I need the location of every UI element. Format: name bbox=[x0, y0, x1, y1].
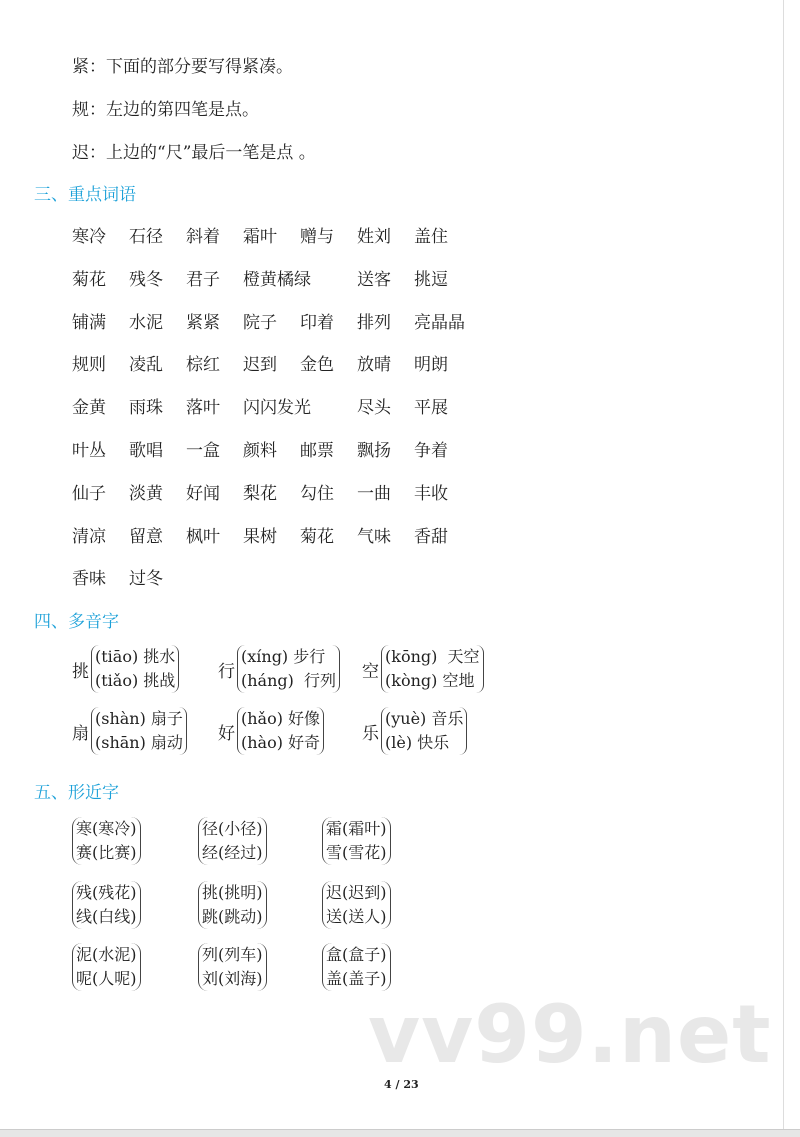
similar-char: 列(列车) bbox=[202, 945, 263, 964]
word: 气味 bbox=[357, 526, 391, 547]
word: 霜叶 bbox=[243, 227, 277, 247]
pronunciation: (kōng) 天空 bbox=[385, 647, 480, 666]
polyphone-char: 好 bbox=[218, 723, 235, 744]
pronunciation: (shān) 扇动 bbox=[95, 733, 183, 752]
similar-char-pair bbox=[322, 817, 391, 865]
word: 金黄 bbox=[72, 398, 106, 419]
word: 尽头 bbox=[357, 398, 391, 419]
polyphone-entry bbox=[218, 707, 324, 755]
word: 斜着 bbox=[186, 227, 220, 247]
polyphone-entry bbox=[362, 645, 484, 693]
word: 盖住 bbox=[414, 227, 448, 247]
polyphone-entry bbox=[72, 645, 179, 693]
word: 闪闪发光 bbox=[243, 398, 311, 419]
similar-char-pair bbox=[72, 817, 141, 865]
page-edge bbox=[783, 0, 784, 1130]
pronunciation: (háng) 行列 bbox=[241, 671, 337, 690]
word: 飘扬 bbox=[357, 441, 391, 461]
word: 落叶 bbox=[186, 398, 220, 419]
word: 规则 bbox=[72, 355, 106, 376]
similar-char: 呢(人呢) bbox=[76, 969, 137, 988]
similar-char: 雪(雪花) bbox=[326, 843, 387, 862]
word: 菊花 bbox=[72, 269, 106, 290]
pronunciation: (xíng) 步行 bbox=[241, 647, 326, 666]
word: 叶丛 bbox=[72, 441, 106, 461]
word: 水泥 bbox=[129, 312, 163, 333]
polyphone-char: 行 bbox=[218, 661, 235, 682]
pronunciation: (shàn) 扇子 bbox=[95, 709, 183, 728]
word: 枫叶 bbox=[186, 526, 220, 547]
word: 石径 bbox=[129, 227, 163, 247]
similar-char: 泥(水泥) bbox=[76, 945, 137, 964]
word-row bbox=[72, 308, 471, 333]
similar-char-pair bbox=[198, 881, 267, 929]
word: 平展 bbox=[414, 398, 448, 419]
pronunciation-bracket bbox=[91, 645, 179, 693]
similar-char: 迟(迟到) bbox=[326, 883, 387, 902]
word: 姓刘 bbox=[357, 227, 391, 247]
word: 一盒 bbox=[186, 441, 220, 461]
word: 棕红 bbox=[186, 355, 220, 376]
polyphone-char: 挑 bbox=[72, 661, 89, 682]
page-number: 4 / 23 bbox=[384, 1078, 419, 1091]
polyphone-char: 扇 bbox=[72, 723, 89, 744]
word: 淡黄 bbox=[129, 483, 163, 504]
word: 明朗 bbox=[414, 355, 448, 376]
section-heading-key-words: 三、重点词语 bbox=[34, 185, 136, 205]
similar-char-pair bbox=[322, 943, 391, 991]
word: 争着 bbox=[414, 441, 448, 461]
similar-char: 经(经过) bbox=[202, 843, 263, 862]
word-row bbox=[72, 479, 471, 504]
similar-char: 跳(跳动) bbox=[202, 907, 263, 926]
word-row bbox=[72, 265, 471, 290]
word: 排列 bbox=[357, 312, 391, 333]
word: 果树 bbox=[243, 526, 277, 547]
similar-char: 残(残花) bbox=[76, 883, 137, 902]
similar-char-pair bbox=[72, 943, 141, 991]
pronunciation: (hào) 好奇 bbox=[241, 733, 321, 752]
word-row bbox=[72, 222, 471, 247]
pronunciation: (tiāo) 挑水 bbox=[95, 647, 176, 666]
pronunciation: (kòng) 空地 bbox=[385, 671, 475, 690]
pronunciation-bracket bbox=[91, 707, 187, 755]
word: 歌唱 bbox=[129, 441, 163, 461]
pronunciation-bracket bbox=[381, 645, 484, 693]
word: 丰收 bbox=[414, 483, 448, 504]
word: 迟到 bbox=[243, 355, 277, 376]
polyphone-entry bbox=[218, 645, 340, 693]
word: 一曲 bbox=[357, 483, 391, 504]
watermark: vv99.net bbox=[368, 988, 772, 1081]
pronunciation-bracket bbox=[237, 645, 340, 693]
similar-char: 线(白线) bbox=[76, 907, 137, 926]
similar-char: 寒(寒冷) bbox=[76, 819, 137, 838]
note-line: 规：左边的第四笔是点。 bbox=[72, 100, 259, 120]
word-row bbox=[72, 522, 471, 547]
similar-char: 径(小径) bbox=[202, 819, 263, 838]
polyphone-entry bbox=[72, 707, 187, 755]
word: 赠与 bbox=[300, 227, 334, 247]
word: 亮晶晶 bbox=[414, 312, 465, 333]
word: 勾住 bbox=[300, 483, 334, 504]
pronunciation: (lè) 快乐 bbox=[385, 733, 450, 752]
similar-char: 刘(刘海) bbox=[202, 969, 263, 988]
word: 橙黄橘绿 bbox=[243, 269, 311, 290]
word: 铺满 bbox=[72, 312, 106, 333]
note-line: 迟：上边的“尺”最后一笔是点 。 bbox=[72, 143, 316, 163]
word: 颜料 bbox=[243, 441, 277, 461]
word-row bbox=[72, 393, 471, 418]
bottom-bar bbox=[0, 1129, 800, 1137]
similar-char-pair bbox=[198, 817, 267, 865]
word: 过冬 bbox=[129, 569, 163, 590]
word: 香味 bbox=[72, 569, 106, 590]
similar-char: 盒(盒子) bbox=[326, 945, 387, 964]
pronunciation: (tiǎo) 挑战 bbox=[95, 671, 176, 690]
note-line: 紧：下面的部分要写得紧凑。 bbox=[72, 57, 293, 77]
similar-char: 盖(盖子) bbox=[326, 969, 387, 988]
similar-char: 赛(比赛) bbox=[76, 843, 137, 862]
word: 留意 bbox=[129, 526, 163, 547]
word: 残冬 bbox=[129, 269, 163, 290]
similar-char: 送(送人) bbox=[326, 907, 387, 926]
word: 梨花 bbox=[243, 483, 277, 504]
section-heading-polyphones: 四、多音字 bbox=[34, 612, 119, 632]
word: 紧紧 bbox=[186, 312, 220, 333]
word-row bbox=[72, 564, 186, 589]
word: 清凉 bbox=[72, 526, 106, 547]
polyphone-char: 乐 bbox=[362, 723, 379, 744]
word: 君子 bbox=[186, 269, 220, 290]
similar-char-pair bbox=[72, 881, 141, 929]
word: 邮票 bbox=[300, 441, 334, 461]
word: 印着 bbox=[300, 312, 334, 333]
pronunciation: (yuè) 音乐 bbox=[385, 709, 464, 728]
word: 凌乱 bbox=[129, 355, 163, 376]
word: 寒冷 bbox=[72, 227, 106, 247]
word: 金色 bbox=[300, 355, 334, 376]
word: 仙子 bbox=[72, 483, 106, 504]
pronunciation-bracket bbox=[381, 707, 467, 755]
similar-char-pair bbox=[322, 881, 391, 929]
pronunciation: (hǎo) 好像 bbox=[241, 709, 321, 728]
word: 挑逗 bbox=[414, 269, 448, 290]
word-row bbox=[72, 350, 471, 375]
word: 好闻 bbox=[186, 483, 220, 504]
word-row bbox=[72, 436, 471, 461]
word: 送客 bbox=[357, 269, 391, 290]
similar-char: 霜(霜叶) bbox=[326, 819, 387, 838]
similar-char-pair bbox=[198, 943, 267, 991]
word: 院子 bbox=[243, 312, 277, 333]
word: 香甜 bbox=[414, 526, 448, 547]
polyphone-char: 空 bbox=[362, 661, 379, 682]
pronunciation-bracket bbox=[237, 707, 324, 755]
word: 雨珠 bbox=[129, 398, 163, 419]
similar-char: 挑(挑明) bbox=[202, 883, 263, 902]
word: 放晴 bbox=[357, 355, 391, 376]
section-heading-similar-chars: 五、形近字 bbox=[34, 783, 119, 803]
word: 菊花 bbox=[300, 526, 334, 547]
polyphone-entry bbox=[362, 707, 467, 755]
